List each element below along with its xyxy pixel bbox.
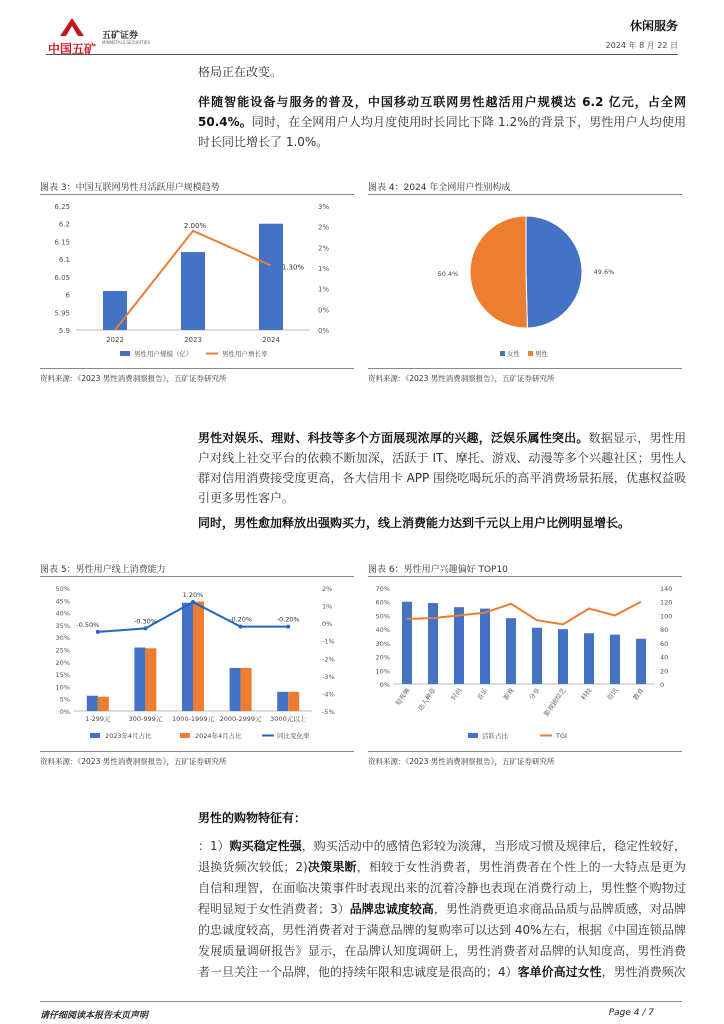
bar-active-share bbox=[506, 618, 516, 684]
y-left-tick-label: 50% bbox=[55, 585, 70, 593]
pie-label: 49.6% bbox=[593, 268, 615, 277]
fig3-title: 图表 3：中国互联网男性月活跃用户规模趋势 bbox=[40, 183, 220, 193]
footer-divider bbox=[40, 1001, 682, 1002]
x-tick-label: 资讯 bbox=[605, 686, 620, 702]
para-text: 格局正在改变。 bbox=[198, 65, 283, 79]
x-tick-label: 短视频 bbox=[393, 686, 412, 708]
y-left-tick-label: 0% bbox=[379, 681, 390, 689]
para-text: ，购买活动中的感情色彩较为淡薄，当形成习惯及规律后，稳定性较好，退换货频次较低；2) bbox=[198, 839, 686, 874]
report-date: 2024 年 8 月 22 日 bbox=[605, 41, 678, 50]
bar-active-share bbox=[532, 628, 542, 684]
y-right-tick-label: -5% bbox=[322, 708, 335, 716]
para-bold: 决策果断 bbox=[307, 860, 357, 874]
x-tick-label: 2024 bbox=[262, 336, 280, 344]
x-tick-label: 1000-1999元 bbox=[172, 715, 214, 723]
paragraph-male-users bbox=[198, 92, 686, 152]
y-left-tick-label: 6 bbox=[65, 291, 70, 300]
y-right-tick-label: 140 bbox=[660, 585, 673, 593]
x-tick-label: 影视剧综艺 bbox=[542, 686, 568, 718]
legend-swatch-bars bbox=[468, 733, 478, 738]
y-right-tick-label: 2% bbox=[318, 244, 330, 253]
y-right-tick-label: 120 bbox=[660, 598, 673, 607]
y-left-tick-label: 45% bbox=[55, 597, 70, 606]
bar-active-share bbox=[610, 635, 620, 684]
y-left-tick-label: 25% bbox=[55, 646, 70, 655]
y-right-tick-label: 2% bbox=[322, 585, 333, 593]
para-text: ，男性消费频次 bbox=[601, 965, 686, 979]
para-text: ：1） bbox=[198, 839, 230, 853]
y-left-tick-label: 6.25 bbox=[54, 203, 70, 211]
x-tick-label: 游戏 bbox=[501, 686, 516, 702]
y-right-tick-label: 0 bbox=[660, 681, 665, 689]
data-label: 1.20% bbox=[182, 591, 204, 600]
bar-2024 bbox=[193, 602, 204, 711]
para-text: ，男性消费更追求商品品质与品牌质感，对品牌的忠诚度较高，男性消费者对于满意品牌的复购率可以达到 40%左右，根据《中国连锁品牌发展质量调研报告》显示，在品牌认知度调研上，男性消费者对品牌的认知度高，男性消费者一旦关注一个品牌，他的持续年限和忠诚度是很高的；4） bbox=[198, 902, 686, 979]
paragraph-shopping-traits bbox=[198, 836, 686, 983]
x-tick-label: 达人种草 bbox=[416, 686, 438, 713]
paragraph-interests bbox=[198, 428, 686, 508]
y-right-tick-label: 40 bbox=[660, 653, 669, 662]
para-bold: 伴随智能设备与服务的普及，中国移动互联网男性越活用户规模达 6.2 亿元，占全网 50.4%。 bbox=[198, 95, 686, 129]
legend-label: 活跃占比 bbox=[482, 732, 508, 740]
y-left-tick-label: 5% bbox=[59, 695, 70, 704]
y-left-tick-label: 6.2 bbox=[58, 220, 70, 229]
y-right-tick-label: 100 bbox=[660, 612, 673, 621]
fig5-title: 图表 5：男性用户线上消费能力 bbox=[40, 565, 166, 575]
y-left-tick-label: 30% bbox=[375, 639, 390, 648]
x-tick-label: 2000-2999元 bbox=[219, 715, 262, 723]
logo-text-cn: 中国五矿 bbox=[48, 42, 97, 56]
bar-2024 bbox=[98, 697, 109, 711]
y-right-tick-label: 0% bbox=[318, 306, 330, 315]
legend-swatch bbox=[500, 351, 505, 356]
paragraph-shopping-heading bbox=[198, 808, 686, 828]
fig5-top-rule bbox=[40, 576, 354, 577]
company-logo bbox=[46, 16, 150, 56]
bar-active-share bbox=[558, 629, 568, 684]
bar-active-share bbox=[454, 607, 464, 684]
y-left-tick-label: 0% bbox=[59, 708, 70, 716]
y-left-tick-label: 20% bbox=[55, 658, 70, 667]
bar-2024 bbox=[145, 648, 156, 711]
x-tick-label: 1-299元 bbox=[85, 715, 111, 723]
legend-swatch bbox=[528, 351, 533, 356]
line-point bbox=[191, 600, 195, 604]
y-left-tick-label: 6.15 bbox=[54, 238, 70, 247]
fig3-top-rule bbox=[40, 194, 354, 195]
para-bold: 品牌忠诚度较高 bbox=[349, 902, 434, 916]
fig4-top-rule bbox=[368, 194, 682, 195]
y-left-tick-label: 35% bbox=[55, 621, 70, 630]
fig6-top-rule bbox=[368, 576, 682, 577]
bar-2024 bbox=[288, 692, 299, 711]
legend-label: 男性 bbox=[535, 350, 548, 358]
line-point bbox=[239, 625, 243, 629]
bar-2023 bbox=[87, 696, 98, 711]
data-label: -0.50% bbox=[76, 620, 100, 629]
para-bold: 男性对娱乐、理财、科技等多个方面展现浓厚的兴趣，泛娱乐属性突出。 bbox=[198, 431, 589, 445]
line-point bbox=[143, 626, 147, 630]
fig3-bottom-rule bbox=[40, 368, 354, 369]
y-left-tick-label: 10% bbox=[375, 667, 390, 676]
para-text: 同时，在全网用户人均月度使用时长同比下降 1.2%的背景下，男性用户人均使用时长同比增长了 1.0%。 bbox=[198, 115, 686, 149]
bar-2023 bbox=[230, 668, 241, 711]
line-point bbox=[286, 625, 290, 629]
legend-label: 女性 bbox=[507, 350, 520, 358]
x-tick-label: 音乐 bbox=[475, 686, 490, 702]
bar-user-scale bbox=[103, 291, 127, 330]
fig4-title: 图表 4：2024 年全网用户性别构成 bbox=[368, 183, 511, 193]
x-tick-label: 300-999元 bbox=[128, 715, 163, 723]
y-left-tick-label: 5.9 bbox=[58, 327, 70, 335]
page-number: Page 4 / 7 bbox=[608, 1008, 654, 1018]
bar-active-share bbox=[480, 609, 490, 684]
logo-text-securities: 五矿证券 bbox=[102, 31, 139, 41]
fig5-source: 资料来源：《2023 男性消费洞察报告》，五矿证券研究所 bbox=[40, 757, 227, 766]
legend-label: 男性用户增长率 bbox=[222, 350, 268, 358]
para-bold: 同时，男性愈加释放出强购买力，线上消费能力达到千元以上用户比例明显增长。 bbox=[198, 516, 631, 530]
logo-text-securities-en: MINMETALS SECURITIES bbox=[102, 40, 150, 45]
y-right-tick-label: 20 bbox=[660, 667, 669, 676]
x-tick-label: 2023 bbox=[184, 336, 202, 344]
fig4-chart bbox=[368, 196, 682, 366]
y-left-tick-label: 20% bbox=[375, 653, 390, 662]
y-left-tick-label: 6.1 bbox=[58, 256, 70, 265]
legend-label: 2023年4月占比 bbox=[105, 732, 152, 740]
header-divider bbox=[46, 54, 678, 55]
logo-emblem-icon bbox=[58, 16, 86, 38]
paragraph-purchasing bbox=[198, 513, 686, 533]
bar-active-share bbox=[584, 633, 594, 684]
para-bold: 购买稳定性强 bbox=[229, 839, 302, 853]
y-right-tick-label: -4% bbox=[322, 690, 335, 699]
para-text: ，相较于女性消费者，男性消费者在个性上的一大特点是更为自信和理智，在面临决策事件时表现出来的沉着冷静也表现在消费行动上，男性整个购物过程明显短于女性消费者；3） bbox=[198, 860, 686, 916]
bar-2023 bbox=[134, 648, 145, 711]
data-label: 2.00% bbox=[183, 221, 207, 230]
fig6-bottom-rule bbox=[368, 751, 682, 752]
line-tgi bbox=[407, 602, 641, 625]
y-right-tick-label: 0% bbox=[318, 327, 330, 335]
footer-disclaimer: 请仔细阅读本报告末页声明 bbox=[40, 1011, 149, 1021]
x-tick-label: 科技 bbox=[579, 686, 594, 702]
para-text: 数据显示，男性用户对线上社交平台的依赖不断加深，活跃于 IT、摩托、游戏、动漫等多个兴趣社区；男性人群对信用消费接受度更高，各大信用卡 APP 围绕吃喝玩乐的高平消费场景拓展，优惠权益吸引更多男性客户。 bbox=[198, 431, 686, 505]
y-left-tick-label: 5.95 bbox=[54, 309, 70, 318]
x-tick-label: 分享 bbox=[527, 686, 542, 702]
x-tick-label: 2022 bbox=[106, 336, 124, 344]
y-right-tick-label: -1% bbox=[322, 637, 335, 646]
para-bold: 客单价高过女性 bbox=[517, 965, 602, 979]
bar-user-scale bbox=[259, 224, 283, 330]
report-category: 休闲服务 bbox=[629, 19, 678, 33]
data-label: 1.30% bbox=[281, 263, 305, 272]
fig4-bottom-rule bbox=[368, 368, 682, 369]
y-right-tick-label: -2% bbox=[322, 655, 335, 664]
bar-2024 bbox=[241, 668, 252, 711]
bar-user-scale bbox=[181, 252, 205, 330]
fig6-chart bbox=[368, 578, 682, 750]
fig5-chart bbox=[40, 578, 354, 750]
legend-label: 男性用户规模（亿） bbox=[134, 350, 193, 358]
fig6-source: 资料来源：《2023 男性消费洞察报告》，五矿证券研究所 bbox=[368, 757, 555, 766]
y-right-tick-label: 3% bbox=[318, 203, 330, 211]
y-right-tick-label: 1% bbox=[318, 265, 330, 273]
bar-active-share bbox=[428, 603, 438, 684]
fig3-chart bbox=[40, 196, 354, 366]
y-left-tick-label: 15% bbox=[55, 671, 70, 680]
bar-active-share bbox=[636, 639, 646, 684]
data-label: -0.20% bbox=[276, 615, 300, 624]
fig4-source: 资料来源：《2023 男性消费洞察报告》，五矿证券研究所 bbox=[368, 374, 555, 383]
y-left-tick-label: 50% bbox=[375, 612, 390, 621]
y-left-tick-label: 40% bbox=[375, 626, 390, 635]
x-tick-label: 教育 bbox=[631, 686, 646, 702]
y-left-tick-label: 70% bbox=[375, 585, 390, 593]
y-right-tick-label: 1% bbox=[322, 602, 333, 611]
x-tick-label: 时尚 bbox=[449, 686, 464, 702]
line-point bbox=[96, 630, 100, 634]
y-left-tick-label: 30% bbox=[55, 634, 70, 643]
legend-swatch-bars bbox=[90, 733, 100, 738]
pie-slice bbox=[470, 216, 527, 328]
pie-slice bbox=[526, 216, 582, 328]
y-left-tick-label: 6.05 bbox=[54, 273, 70, 282]
y-right-tick-label: 2% bbox=[318, 223, 330, 232]
fig3-source: 资料来源：《2023 男性消费洞察报告》，五矿证券研究所 bbox=[40, 374, 227, 383]
legend-label: 同比变化率 bbox=[277, 732, 310, 740]
header-meta bbox=[606, 17, 678, 51]
bar-2023 bbox=[277, 692, 288, 711]
y-left-tick-label: 40% bbox=[55, 609, 70, 618]
data-label: -0.20% bbox=[229, 615, 253, 624]
legend-label: TGI bbox=[556, 732, 567, 740]
y-right-tick-label: 80 bbox=[660, 626, 669, 635]
paragraph-intro bbox=[198, 62, 686, 82]
legend-swatch-bars bbox=[180, 733, 190, 738]
bar-2023 bbox=[182, 603, 193, 711]
legend-label: 2024年4月占比 bbox=[195, 732, 242, 740]
x-tick-label: 3000元以上 bbox=[270, 715, 307, 723]
data-label: -0.30% bbox=[133, 617, 157, 626]
legend-swatch-bars bbox=[120, 351, 130, 356]
y-right-tick-label: -3% bbox=[322, 672, 335, 681]
fig6-title: 图表 6：男性用户兴趣偏好 TOP10 bbox=[368, 565, 508, 575]
y-left-tick-label: 10% bbox=[55, 683, 70, 692]
para-bold: 男性的购物特征有： bbox=[198, 811, 307, 825]
y-right-tick-label: 0% bbox=[322, 620, 333, 629]
fig5-bottom-rule bbox=[40, 751, 354, 752]
y-right-tick-label: 60 bbox=[660, 639, 669, 648]
pie-label: 50.4% bbox=[437, 269, 459, 278]
y-left-tick-label: 60% bbox=[375, 598, 390, 607]
bar-active-share bbox=[402, 602, 412, 684]
y-right-tick-label: 1% bbox=[318, 285, 330, 294]
